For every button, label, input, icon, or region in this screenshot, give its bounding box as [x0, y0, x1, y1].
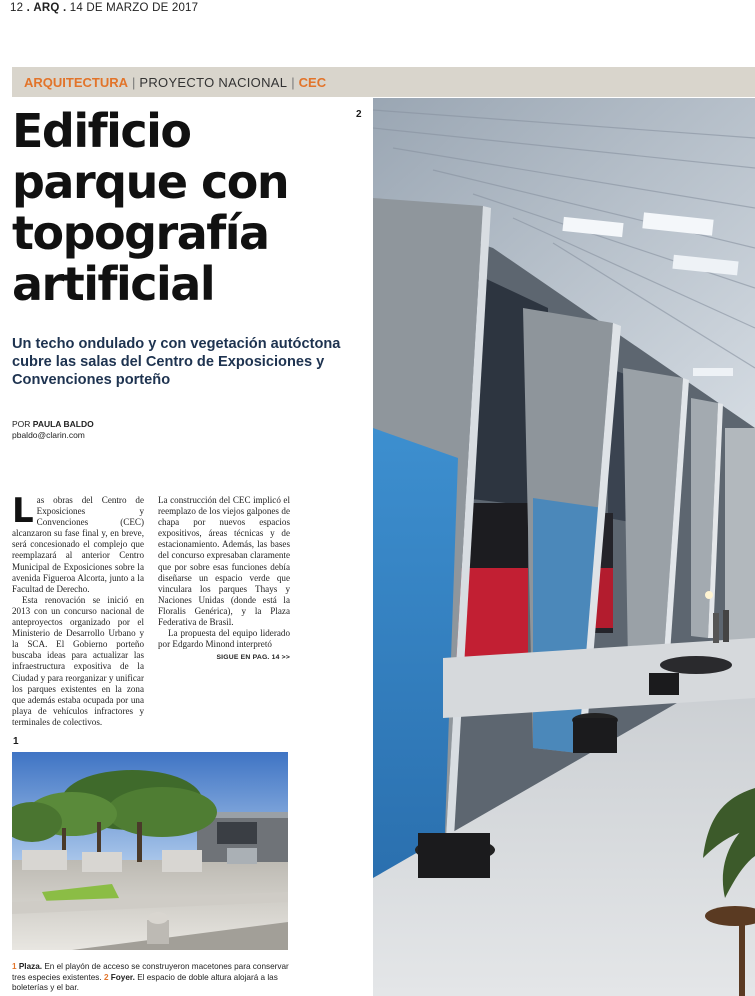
subsection-label: PROYECTO NACIONAL: [139, 74, 288, 90]
paragraph: Esta renovación se inició en 2013 con un concurso nacional de anteproyectos organizado por el Ministerio de Desarrollo Urbano y la SCA. El Gobierno porteño buscaba ideas para actualizar las infraestructura expositiva de la Ciudad y para reorganizar y unificar los parques existentes en la zona que además estaba ocupada por una playa de vehículos infractores y terminales de colectivos.: [12, 594, 144, 727]
photo-number: 1: [13, 736, 19, 747]
section-label: ARQUITECTURA: [24, 74, 128, 90]
page-number: 12: [10, 2, 24, 14]
caption-number: 1: [12, 962, 17, 971]
text-column: [158, 495, 290, 728]
folio-section: ARQ: [33, 2, 60, 14]
section-separator: |: [291, 74, 295, 90]
foyer-photo: [373, 98, 755, 996]
byline: [12, 419, 94, 441]
folio-dot: .: [26, 2, 31, 14]
author-name: PAULA BALDO: [32, 419, 94, 429]
folio-dot: .: [62, 2, 67, 14]
plaza-photo-illustration: [12, 752, 288, 950]
byline-prefix: POR: [12, 419, 31, 429]
continued-link[interactable]: SIGUE EN PAG. 14 >>: [216, 654, 290, 662]
subheadline: Un techo ondulado y con vegetación autóctona cubre las salas del Centro de Exposiciones y Convenciones porteño: [12, 336, 341, 388]
headline-line: topografía: [12, 206, 269, 260]
section-bar: [12, 67, 755, 97]
topic-label: CEC: [298, 74, 327, 90]
section-separator: |: [132, 74, 136, 90]
author-email: pbaldo@clarin.com: [12, 430, 85, 440]
caption-label: Foyer.: [110, 972, 135, 982]
paragraph: La propuesta del equipo liderado por Edgardo Minond interpretó: [158, 628, 290, 650]
foyer-photo-illustration: [373, 98, 755, 996]
caption-label: Plaza.: [18, 962, 43, 971]
paragraph: La construcción del CEC implicó el reemplazo de los viejos galpones de chapa por nuevos espacios expositivos, áreas técnicas y de estacionamiento. Además, las bases del concurso expresaban claramente que por sobre esas funciones debía diseñarse un espacio verde que vinculara los parques Thays y Naciones Unidas (donde está la Floralis Genérica), y la Plaza Federativa de Brasil.: [158, 495, 290, 628]
paragraph: [12, 491, 144, 595]
caption-text: El espacio de doble altura alojará a las boleterías y el bar.: [12, 972, 278, 992]
caption-text: En el playón de acceso se construyeron macetones para conservar tres especies existentes.: [12, 962, 289, 982]
paragraph-text: as obras del Centro de Exposiciones y Convenciones (CEC) alcanzaron su fase final y, en breve, será concesionado el complejo que reemplazará al anterior Centro Municipal de Exposiciones sobre la avenida Figueroa Alcorta, junto a la Facultad de Derecho.: [12, 495, 144, 594]
caption-number: 2: [103, 972, 109, 982]
plaza-photo: [12, 752, 288, 950]
photo-number: 2: [356, 109, 362, 120]
headline-line: parque con: [12, 155, 289, 209]
folio-date: 14 DE MARZO DE 2017: [69, 2, 199, 14]
drop-cap: L: [12, 491, 34, 531]
photo-caption: [12, 962, 302, 994]
headline-line: Edificio: [12, 104, 191, 158]
page-folio: [10, 2, 198, 14]
text-column: [12, 491, 144, 728]
headline-line: artificial: [12, 257, 215, 311]
article-body: [12, 491, 290, 728]
headline: [12, 106, 362, 310]
